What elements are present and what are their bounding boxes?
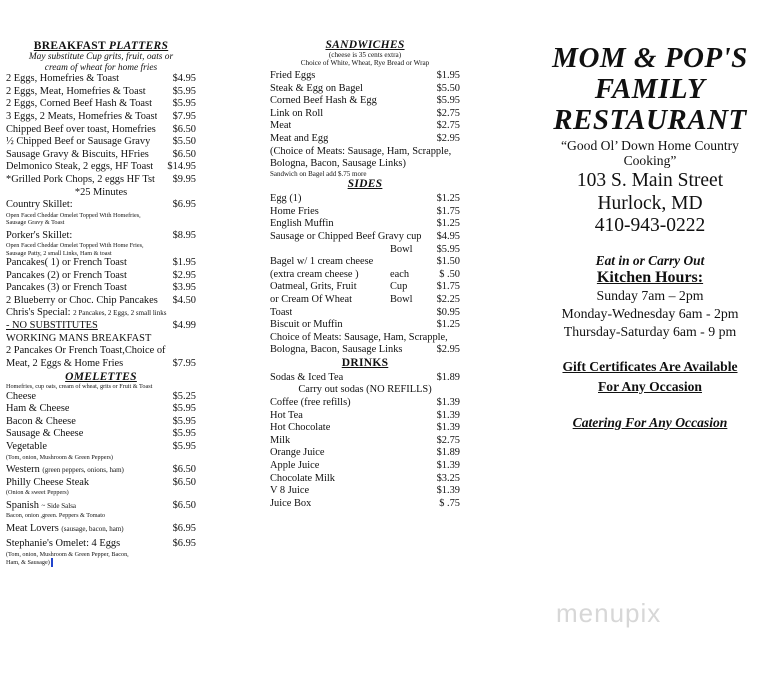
tagline-2: Cooking”: [623, 153, 677, 168]
item-name: Link on Roll: [270, 107, 324, 119]
item-name: ½ Chipped Beef or Sausage Gravy: [6, 136, 151, 148]
item-name: *Grilled Pork Chops, 2 eggs HF Tst: [6, 173, 155, 185]
catering: Catering For Any Occasion: [572, 414, 728, 430]
item-name: Juice Box: [270, 497, 312, 509]
menu-item: [6, 441, 196, 454]
menu-item: [270, 218, 460, 231]
item-name: Sausage & Cheese: [6, 428, 84, 440]
sandwich-items: [270, 70, 460, 146]
porkers-skillet-desc: Open Faced Cheddar Omelet Topped With Home Fries,: [6, 242, 144, 250]
chris-special-no-sub: - NO SUBSTITUTES $4.99: [6, 319, 196, 331]
item-price: $2.75: [436, 120, 460, 132]
stephanie-note: (Tom, onion, Mushroom & Green Pepper, Bacon,: [6, 550, 129, 558]
philly-note: (Onion & sweet Peppers): [6, 489, 69, 497]
sandwiches-note: (cheese is 35 cents extra): [328, 51, 402, 59]
restaurant-info-column: [536, 43, 764, 431]
country-skillet-desc-2: Sausage Gravy & Toast: [6, 219, 65, 227]
side-meats: Choice of Meats: Sausage, Ham, Scrapple,: [270, 331, 448, 343]
item-price: $14.95: [167, 161, 196, 173]
menu-item: [270, 473, 460, 486]
restaurant-name-2: FAMILY: [594, 73, 706, 105]
tagline: “Good Ol’ Down Home Country: [561, 138, 739, 153]
minutes-note: *25 Minutes: [74, 186, 128, 198]
item-price: $1.39: [436, 460, 460, 472]
menu-item-meat-lovers: Meat Lovers (sausage, bacon, ham) $6.95: [6, 522, 196, 534]
menu-item: [6, 428, 196, 441]
item-price: $2.95: [172, 269, 196, 281]
menu-item: [6, 257, 196, 270]
sandwich-meats: (Choice of Meats: Sausage, Ham, Scrapple,: [270, 145, 452, 157]
item-price: $1.39: [436, 485, 460, 497]
item-name: Coffee (free refills): [270, 397, 351, 409]
menu-item: [6, 111, 196, 124]
menu-item: [6, 403, 196, 416]
phone: 410-943-0222: [594, 215, 706, 236]
item-name: Biscuit or Muffin: [270, 319, 343, 331]
sides-title: SIDES: [347, 178, 383, 191]
omelettes-note: Homefries, cup oats, cream of wheat, grits or Fruit & Toast: [6, 383, 153, 391]
item-name: Milk: [270, 434, 291, 446]
item-price: $5.25: [172, 390, 196, 402]
item-price: $1.95: [436, 70, 460, 81]
vegetable-note: (Tom, onion, Mushroom & Green Peppers): [6, 453, 113, 461]
item-name: 2 Blueberry or Choc. Chip Pancakes: [6, 294, 158, 306]
item-name: Meat and Egg: [270, 132, 329, 144]
eat-in-carry-out: Eat in or Carry Out: [595, 252, 705, 268]
menu-item: [270, 120, 460, 133]
item-name: Sausage or Chipped Beef Gravy cup: [270, 230, 422, 242]
menu-item-stephanie: Stephanie's Omelet: 4 Eggs $6.95: [6, 538, 196, 550]
item-price: $1.39: [436, 397, 460, 409]
menu-item: [270, 447, 460, 460]
gravy-bowl: Bowl $5.95: [390, 243, 460, 255]
menu-item: [270, 410, 460, 423]
item-price: $6.50: [172, 148, 196, 160]
item-price: $1.25: [436, 193, 460, 205]
side-items-2: [270, 307, 460, 332]
item-price: $1.25: [436, 218, 460, 230]
carry-out-note: Carry out sodas (NO REFILLS): [298, 384, 432, 396]
menu-item: [270, 435, 460, 448]
menu-item-sodas: Sodas & Iced Tea $1.89: [270, 371, 460, 383]
item-price: $2.95: [436, 132, 460, 144]
item-price: $4.95: [436, 230, 460, 242]
item-name: 2 Eggs, Corned Beef Hash & Toast: [6, 98, 152, 110]
menu-item-chris-special: Chris's Special: 2 Pancakes, 2 Eggs, 2 small links: [6, 307, 167, 319]
item-price: $5.50: [172, 136, 196, 148]
text-cursor: [51, 558, 53, 567]
menu-item: [270, 397, 460, 410]
menu-item-cream-of-wheat: or Cream Of Wheat Bowl $2.25: [270, 293, 460, 305]
menu-item: [6, 391, 196, 404]
menu-item: [6, 73, 196, 86]
menu-item: [6, 174, 196, 187]
item-name: Home Fries: [270, 205, 319, 217]
item-price: $2.75: [436, 434, 460, 446]
menu-item: [6, 86, 196, 99]
pancake-items: [6, 257, 196, 307]
menu-item: [270, 422, 460, 435]
menu-item: [270, 83, 460, 96]
item-name: Meat: [270, 120, 292, 132]
menu-item: [6, 282, 196, 295]
item-name: Pancakes( 1) or French Toast: [6, 256, 127, 268]
menu-item: [270, 319, 460, 332]
drinks-title: DRINKS: [341, 356, 389, 369]
watermark-logo: menupix: [556, 598, 662, 628]
item-price: $5.95: [172, 415, 196, 427]
breakfast-column: [6, 40, 196, 567]
item-name: Ham & Cheese: [6, 403, 70, 415]
item-price: $3.95: [172, 282, 196, 294]
item-price: $7.95: [172, 110, 196, 122]
menu-item: [270, 108, 460, 121]
item-name: Chipped Beef over toast, Homefries: [6, 123, 156, 135]
item-price: $1.25: [436, 319, 460, 331]
item-name: Chocolate Milk: [270, 472, 335, 484]
item-name: 3 Eggs, 2 Meats, Homefries & Toast: [6, 110, 158, 122]
item-price: $6.50: [172, 123, 196, 135]
working-mans-desc: 2 Pancakes Or French Toast,Choice of: [6, 345, 166, 357]
street-address: 103 S. Main Street: [576, 170, 724, 191]
sandwich-meats-2: Bologna, Bacon, Sausage Links): [270, 158, 406, 170]
breakfast-items: [6, 73, 196, 186]
menu-item: [6, 98, 196, 111]
city: Hurlock, MD: [597, 192, 703, 214]
menu-item: [6, 270, 196, 283]
item-price: $5.95: [436, 95, 460, 107]
item-name: Fried Eggs: [270, 70, 316, 81]
item-name: Delmonico Steak, 2 eggs, HF Toast: [6, 161, 154, 173]
kitchen-hours-title: Kitchen Hours:: [596, 268, 704, 286]
breakfast-title: BREAKFAST PLATTERS: [33, 40, 169, 52]
menu-item: [6, 136, 196, 149]
item-price: $1.39: [436, 422, 460, 434]
menu-item-western: Western (green peppers, onions, ham) $6.50: [6, 464, 196, 476]
working-mans-title: WORKING MANS BREAKFAST: [6, 332, 152, 344]
item-name: 2 Eggs, Homefries & Toast: [6, 73, 120, 85]
item-name: Orange Juice: [270, 447, 325, 459]
item-price: $1.39: [436, 409, 460, 421]
breakfast-note: May substitute Cup grits, fruit, oats or: [28, 52, 174, 62]
bagel-note: Sandwich on Bagel add $.75 more: [270, 170, 367, 178]
breakfast-note-2: cream of wheat for home fries: [44, 62, 158, 73]
item-price: $1.89: [436, 447, 460, 459]
side-meats-2: Bologna, Bacon, Sausage Links $2.95: [270, 344, 460, 356]
working-mans-desc-2: Meat, 2 Eggs & Home Fries $7.95: [6, 357, 196, 369]
menu-item: [6, 161, 196, 174]
menu-item: [270, 206, 460, 219]
restaurant-name: MOM & POP'S: [552, 42, 748, 74]
item-price: $5.95: [172, 428, 196, 440]
menu-item: [270, 460, 460, 473]
item-price: $5.50: [436, 82, 460, 94]
menu-item-oatmeal: Oatmeal, Grits, Fruit Cup $1.75: [270, 281, 460, 293]
item-name: Hot Chocolate: [270, 422, 331, 434]
hours-thu-sat: Thursday-Saturday 6am - 9 pm: [563, 323, 737, 339]
spanish-note: Bacon, onion ,green. Peppers & Tomato: [6, 512, 106, 520]
menu-item: [270, 498, 460, 511]
item-price: $3.25: [436, 472, 460, 484]
menu-item: [6, 149, 196, 162]
item-price: $5.95: [172, 98, 196, 110]
menu-item-bagel: Bagel w/ 1 cream cheese $1.50: [270, 256, 460, 268]
item-name: Sausage Gravy & Biscuits, HFries: [6, 148, 149, 160]
item-price: $ .75: [439, 497, 460, 509]
item-name: Bacon & Cheese: [6, 415, 76, 427]
item-name: Corned Beef Hash & Egg: [270, 95, 377, 107]
side-items: [270, 193, 460, 243]
menu-item: [270, 193, 460, 206]
item-name: V 8 Juice: [270, 485, 310, 497]
item-name: Egg (1): [270, 193, 302, 205]
stephanie-note-2: Ham, & Sausage): [6, 558, 196, 567]
menu-item: [270, 133, 460, 146]
country-skillet-desc: Open Faced Cheddar Omelet Topped With Homefries,: [6, 211, 141, 219]
item-name: Apple Juice: [270, 460, 320, 472]
item-name: Pancakes (2) or French Toast: [6, 269, 127, 281]
menu-item-extra-cream: (extra cream cheese ) each $ .50: [270, 268, 460, 280]
sandwich-column: [270, 39, 460, 510]
menu-item: [270, 231, 460, 244]
item-name: Steak & Egg on Bagel: [270, 82, 363, 94]
sandwiches-note-2: Choice of White, Wheat, Rye Bread or Wrap: [300, 59, 430, 67]
drink-items: [270, 397, 460, 510]
item-name: Toast: [270, 306, 293, 318]
omelettes-title: OMELETTES: [65, 371, 137, 384]
hours-sunday: Sunday 7am – 2pm: [596, 287, 704, 303]
item-price: $1.75: [436, 205, 460, 217]
item-price: $5.95: [172, 403, 196, 415]
item-price: $1.95: [172, 256, 196, 268]
item-name: 2 Eggs, Meat, Homefries & Toast: [6, 85, 146, 97]
menu-item: [270, 70, 460, 83]
item-name: Vegetable: [6, 441, 47, 453]
sandwiches-title: SANDWICHES: [325, 39, 405, 51]
gift-certificates: Gift Certificates Are Available For Any Occasion: [562, 358, 738, 394]
menu-item: [6, 124, 196, 137]
item-price: $9.95: [172, 173, 196, 185]
menu-item-philly: Philly Cheese Steak $6.50: [6, 476, 196, 488]
item-price: $5.95: [172, 441, 196, 453]
menu-item: [6, 416, 196, 429]
menu-item-country-skillet: Country Skillet: $6.95: [6, 199, 196, 211]
restaurant-name-3: RESTAURANT: [553, 104, 747, 136]
item-price: $4.95: [172, 73, 196, 85]
item-price: $4.50: [172, 294, 196, 306]
menu-item-spanish: Spanish ~ Side Salsa $6.50: [6, 499, 196, 511]
menu-item: [270, 95, 460, 108]
item-price: $0.95: [436, 306, 460, 318]
item-name: English Muffin: [270, 218, 334, 230]
item-name: Hot Tea: [270, 409, 303, 421]
menu-item: [6, 295, 196, 308]
menu-item: [270, 485, 460, 498]
item-price: $2.75: [436, 107, 460, 119]
item-price: $5.95: [172, 85, 196, 97]
item-name: Cheese: [6, 390, 37, 402]
menu-item-porkers-skillet: Porker's Skillet: $8.95: [6, 229, 196, 241]
menu-item: [270, 307, 460, 320]
item-name: Pancakes (3) or French Toast: [6, 282, 127, 294]
porkers-skillet-desc-2: Sausage Patty, 2 small Links, Ham & toast: [6, 249, 112, 257]
hours-mon-wed: Monday-Wednesday 6am - 2pm: [561, 305, 739, 321]
omelette-items: [6, 391, 196, 454]
